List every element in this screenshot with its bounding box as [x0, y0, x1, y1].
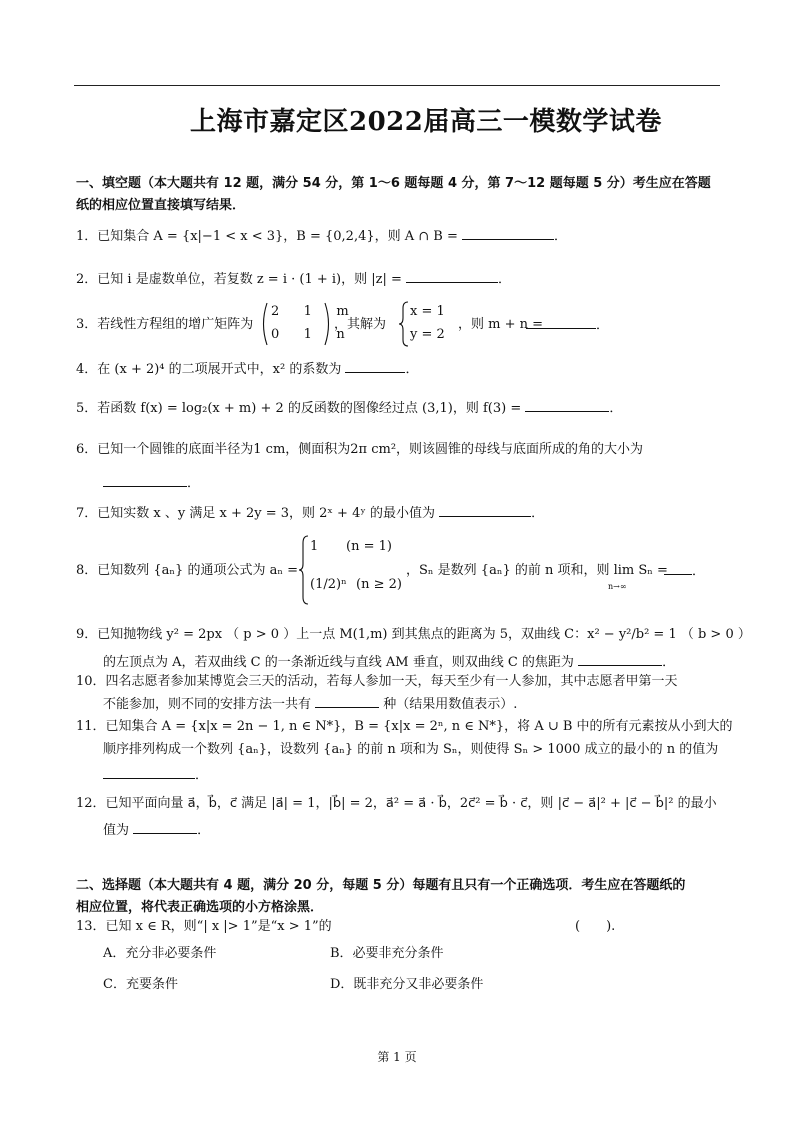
answer-blank-4 [345, 358, 405, 373]
answer-blank-6 [103, 472, 187, 487]
answer-blank-3 [526, 314, 596, 329]
case-1-condition: (n = 1) [346, 539, 392, 554]
question-10-tail: 种（结果用数值表示）. [383, 697, 518, 712]
answer-blank-5 [525, 397, 609, 412]
question-6 [76, 439, 724, 461]
question-13-text: 13．已知 x ∈ R，则“| x |> 1”是“x > 1”的 [76, 919, 332, 934]
matrix-row-1: 2 1 m [271, 304, 349, 319]
question-11 [76, 716, 733, 738]
question-3-text-a: 3．若线性方程组的增广矩阵为 [76, 317, 254, 332]
question-12-text-2: 值为 [103, 823, 130, 838]
question-10-text: 10．四名志愿者参加某博览会三天的活动，若每人参加一天，每天至少有一人参加，其中志愿者甲第一天 [76, 674, 678, 689]
question-13 [76, 916, 724, 938]
question-3: 3．若线性方程组的增广矩阵为 2 1 m 0 1 n ，其解为 x = 1 y = 2 ，则 m + n = ． [76, 300, 724, 350]
question-12-text: 12．已知平面向量 a⃗，b⃗，c⃗ 满足 |a⃗| = 1，|b⃗| = 2，a⃗² = a⃗ · b⃗，2c⃗² = b⃗ · c⃗，则 |c⃗ − a⃗|² + |c⃗ − b⃗|² 的最小 [76, 796, 717, 811]
answer-parentheses-13: ( ). [575, 919, 616, 934]
question-8-text-a: 8．已知数列 {aₙ} 的通项公式为 aₙ = [76, 563, 298, 578]
answer-blank-7 [439, 502, 531, 517]
question-11-text-2: 顺序排列构成一个数列 {aₙ}，设数列 {aₙ} 的前 n 项和为 Sₙ，则使得 Sₙ > 1000 成立的最小的 n 的值为 [103, 742, 719, 757]
question-2-text: 2．已知 i 是虚数单位，若复数 z = i · (1 + i)，则 |z| = [76, 272, 402, 287]
option-c: C．充要条件 [103, 977, 178, 992]
question-1-text: 1．已知集合 A = {x|−1 < x < 3}，B = {0,2,4}，则 A ∩ B = [76, 229, 458, 244]
question-5: 5．若函数 f(x) = log₂(x + m) + 2 的反函数的图像经过点 (3,1)，则 f(3) = ． [76, 397, 724, 420]
page-number: 第 1 页 [377, 1050, 417, 1064]
limit-subscript: n→∞ [608, 582, 627, 591]
answer-blank-11 [103, 764, 195, 779]
question-8-text-b: ，Sₙ 是数列 {aₙ} 的前 n 项和，则 lim Sₙ = [406, 563, 668, 578]
page-title: 上海市嘉定区2022届高三一模数学试卷 [190, 107, 662, 137]
section1-header-line2: 纸的相应位置直接填写结果． [76, 198, 246, 213]
case-1-value: 1 [310, 539, 319, 554]
question-9-text-2: 的左顶点为 A，若双曲线 C 的一条渐近线与直线 AM 垂直，则双曲线 C 的焦距为 [103, 655, 574, 670]
option-a: A．充分非必要条件 [103, 946, 217, 961]
question-4: 4．在 (x + 2)⁴ 的二项展开式中，x² 的系数为 ． [76, 358, 724, 381]
header-rule [74, 85, 720, 86]
question-3-text-c: ，则 m + n = [458, 317, 544, 332]
solution-brace [398, 300, 410, 348]
piecewise-brace [298, 534, 310, 606]
option-b: B．必要非充分条件 [330, 946, 444, 961]
question-2: 2．已知 i 是虚数单位，若复数 z = i · (1 + i)，则 |z| = ． [76, 268, 724, 291]
section2-header-line2: 相应位置，将代表正确选项的小方格涂黑． [76, 900, 324, 915]
question-3-text-b: ，其解为 [334, 317, 387, 332]
question-4-text: 4．在 (x + 2)⁴ 的二项展开式中，x² 的系数为 [76, 362, 342, 377]
answer-blank-9 [578, 651, 662, 666]
question-7: 7．已知实数 x 、y 满足 x + 2y = 3，则 2ˣ + 4ʸ 的最小值为 ． [76, 502, 724, 525]
section2-header-line1: 二、选择题（本大题共有 4 题，满分 20 分，每题 5 分）每题有且只有一个正确选项．考生应在答题纸的 [76, 878, 686, 893]
question-9 [76, 624, 751, 646]
question-9-text: 9．已知抛物线 y² = 2px （ p > 0 ）上一点 M(1,m) 到其焦点的距离为 5，双曲线 C：x² − y²/b² = 1 （ b > 0 ） [76, 627, 751, 642]
question-6-text: 6．已知一个圆锥的底面半径为1 cm，侧面积为2π cm²，则该圆锥的母线与底面所成的角的大小为 [76, 442, 644, 457]
case-2-condition: (n ≥ 2) [356, 577, 402, 592]
answer-blank-1 [462, 225, 554, 240]
question-12 [76, 793, 724, 815]
matrix-row-2: 0 1 n [271, 327, 345, 342]
question-8: 8．已知数列 {aₙ} 的通项公式为 aₙ = 1 (n = 1) (1/2)ⁿ (n ≥ 2) ，Sₙ 是数列 {aₙ} 的前 n 项和，则 lim Sₙ = n→∞ ． [76, 534, 724, 606]
question-1: 1．已知集合 A = {x|−1 < x < 3}，B = {0,2,4}，则 A ∩ B = ． [76, 225, 724, 248]
question-10 [76, 671, 724, 693]
question-5-text: 5．若函数 f(x) = log₂(x + m) + 2 的反函数的图像经过点 (3,1)，则 f(3) = [76, 401, 522, 416]
answer-blank-8 [664, 560, 692, 575]
question-7-text: 7．已知实数 x 、y 满足 x + 2y = 3，则 2ˣ + 4ʸ 的最小值为 [76, 506, 435, 521]
solution-y: y = 2 [410, 327, 445, 342]
solution-x: x = 1 [410, 304, 445, 319]
answer-blank-10 [315, 693, 379, 708]
option-d: D．既非充分又非必要条件 [330, 977, 484, 992]
case-2-value: (1/2)ⁿ [310, 577, 347, 592]
exam-page: 上海市嘉定区2022届高三一模数学试卷 一、填空题（本大题共有 12 题，满分 54 分，第 1～6 题每题 4 分，第 7～12 题每题 5 分）考生应在答题 纸的相应位置直接填写结果． 1．已知集合 A = {x|−1 < x < 3}，B = {0,2,4}，则 A ∩ B = ． 2．已知 i 是虚数单位，若复数 z = i · (1 + i)，则 |z| = ． 3．若线性方程组的增广矩阵为 2 1 m 0 1 n ，其解为 x = 1 y = 2 ，则 m + n = ． 4．在 (x + 2)⁴ 的二项展开式中，x² 的系数为 ． 5．若函数 f(x) = log₂(x + m) + 2 的反函数的图像经过点 (3,1)，则 f(3) = ． 6．已知一个圆锥的底面半径为1 cm，侧面积为2π cm²，则该圆锥的母线与底面所成的角的大小为 ． 7．已知实数 x 、y 满足 x + 2y = 3，则 2ˣ + 4ʸ 的最小值为 ． 8．已知数列 {aₙ} 的通项公式为 aₙ = 1 (n = 1) (1/2)ⁿ (n ≥ 2) ，Sₙ 是数列 {aₙ} 的前 n 项和，则 lim Sₙ = n→∞ ． 9．已知抛物线 y² = 2px （ p > 0 ）上一点 M(1,m) 到其焦点的距离为 5，双曲线 C：x² − y²/b² = 1 （ b > 0 ） 的左顶点为 A，若双曲线 C 的一条渐近线与直线 AM 垂直，则双曲线 C 的焦距为 ． 10．四名志愿者参加某博览会三天的活动，若每人参加一天，每天至少有一人参加，其中志愿者甲第一天 不能参加，则不同的安排方法一共有 种（结果用数值表示）. 11．已知集合 A = {x|x = 2n − 1, n ∈ N*}，B = {x|x = 2ⁿ, n ∈ N*}，将 A ∪ B 中的所有元素按从小到大的 顺序排列构成一个数列 {aₙ}，设数列 {aₙ} 的前 n 项和为 Sₙ，则使得 Sₙ > 1000 成立的最小的 n 的值为 ． 12．已知平面向量 a⃗，b⃗，c⃗ 满足 |a⃗| = 1，|b⃗| = 2，a⃗² = a⃗ · b⃗，2c⃗² = b⃗ · c⃗，则 |c⃗ − a⃗|² + |c⃗ − b⃗|² 的最小 值为 ． 二、选择题（本大题共有 4 题，满分 20 分，每题 5 分）每题有且只有一个正确选项．考生应在答题纸的 相应位置，将代表正确选项的小方格涂黑． 13．已知 x ∈ R，则“| x |> 1”是“x > 1”的 ( ). A．充分非必要条件 B．必要非充分条件 C．充要条件 D．既非充分又非必要条件 第 1 页 [0, 0, 794, 1122]
answer-blank-12 [133, 819, 197, 834]
section1-header-line1: 一、填空题（本大题共有 12 题，满分 54 分，第 1～6 题每题 4 分，第 7～12 题每题 5 分）考生应在答题 [76, 176, 711, 191]
question-11-text: 11．已知集合 A = {x|x = 2n − 1, n ∈ N*}，B = {x|x = 2ⁿ, n ∈ N*}，将 A ∪ B 中的所有元素按从小到大的 [76, 719, 733, 734]
answer-blank-2 [406, 268, 498, 283]
question-10-text-2: 不能参加，则不同的安排方法一共有 [103, 697, 312, 712]
